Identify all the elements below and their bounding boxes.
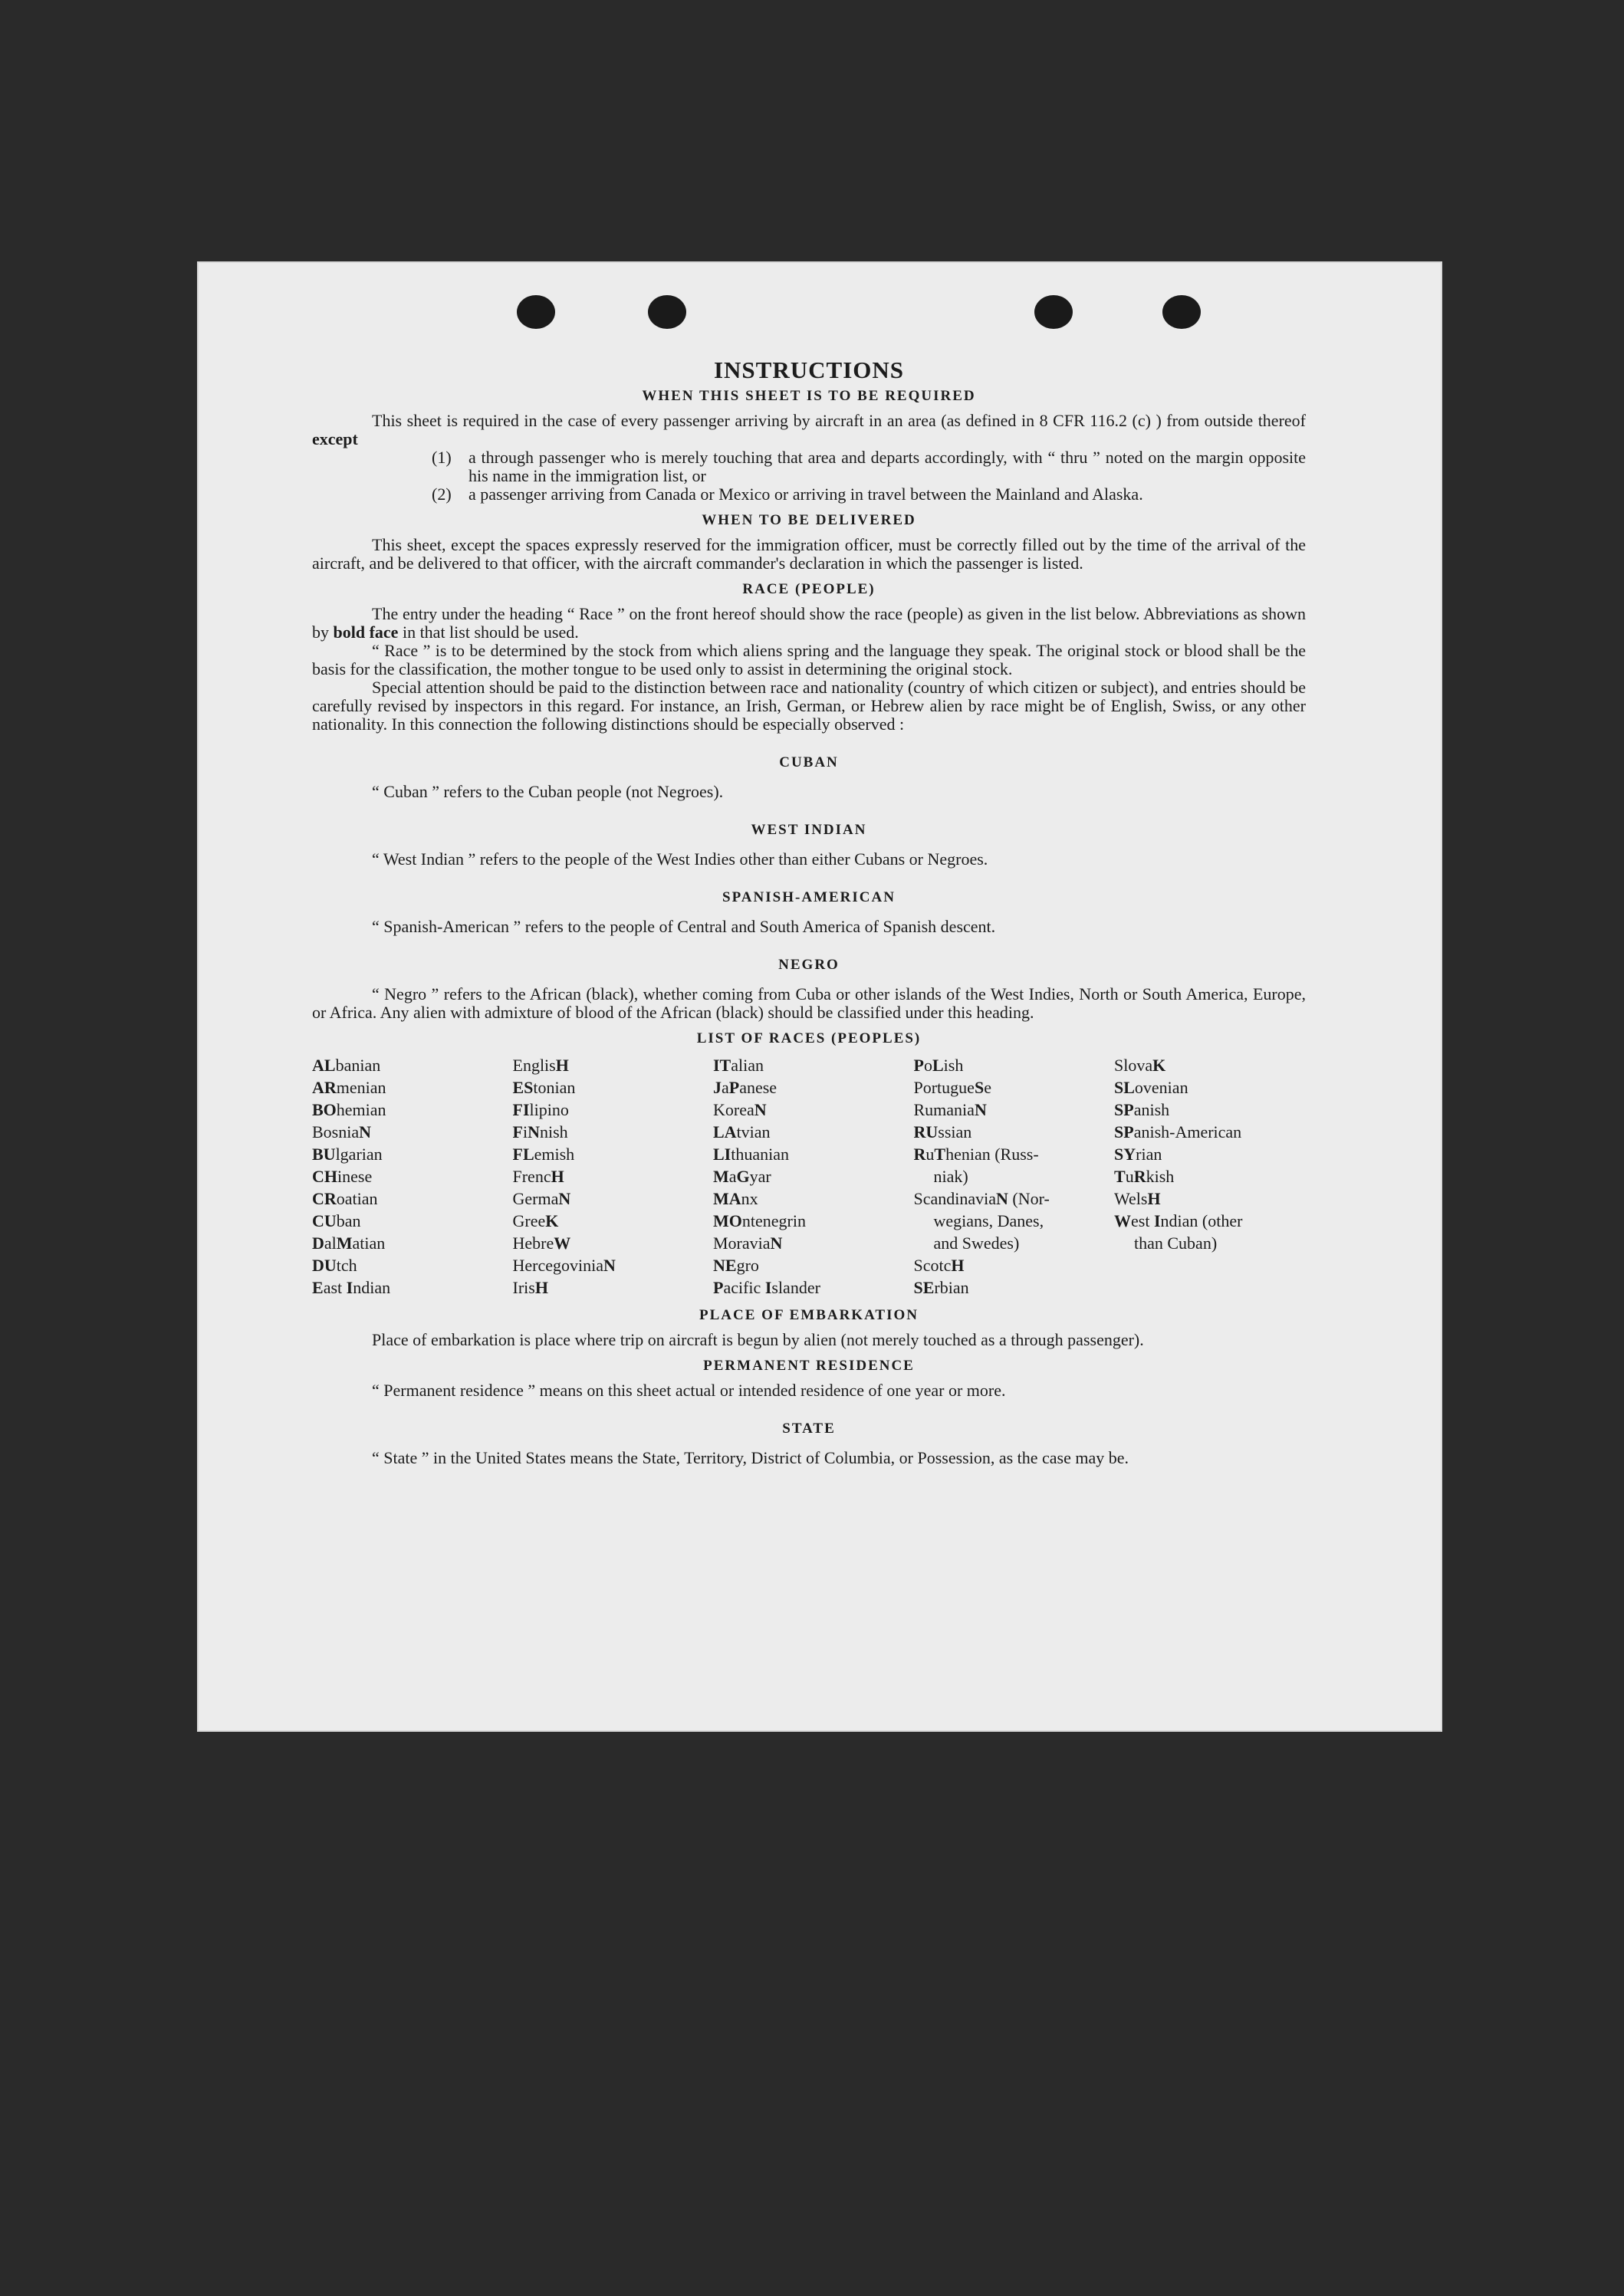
race-entry: FiNnish — [512, 1122, 568, 1141]
race-entry: GermaN — [512, 1189, 571, 1208]
section-heading-residence: PERMANENT RESIDENCE — [703, 1358, 915, 1374]
race-entry: JaPanese — [713, 1078, 777, 1097]
punch-hole — [1034, 295, 1073, 329]
race-entry: ScandinaviaN (Nor- — [913, 1189, 1050, 1208]
race-entry: SLovenian — [1114, 1078, 1188, 1097]
section-heading-embarkation: PLACE OF EMBARKATION — [699, 1307, 919, 1323]
race-entry: BUlgarian — [312, 1145, 383, 1164]
race-entry: BOhemian — [312, 1100, 386, 1119]
required-intro: This sheet is required in the case of every passenger arriving by aircraft in an area (as defined in 8 CFR 116.2 (c) ) from outside thereof except — [312, 411, 1306, 448]
races-list — [312, 1054, 1306, 1299]
race-entry: PoLish — [913, 1056, 964, 1075]
west-indian-text: “ West Indian ” refers to the people of the West Indies other than either Cubans or Negroes. — [372, 849, 988, 869]
race-entry: IrisH — [512, 1278, 548, 1297]
punch-hole — [648, 295, 686, 329]
section-heading-negro: NEGRO — [778, 957, 840, 973]
race-paragraph-1: The entry under the heading “ Race ” on the front hereof should show the race (people) as given in the list below. Abbreviations as shown by bold face in that list should be used. — [312, 604, 1306, 642]
exception-item-1: (1) a through passenger who is merely touching that area and departs accordingly, with “ thru ” noted on the margin opposite his name in the immigration list, or — [432, 448, 1306, 485]
section-heading-list-of-races: LIST OF RACES (PEOPLES) — [696, 1030, 922, 1046]
section-heading-west-indian: WEST INDIAN — [751, 822, 867, 838]
race-entry: CHinese — [312, 1167, 373, 1186]
punch-hole — [517, 295, 555, 329]
races-column — [914, 1054, 1106, 1299]
race-entry: SPanish-American — [1114, 1122, 1242, 1141]
race-entry: GreeK — [512, 1211, 559, 1230]
embarkation-text: Place of embarkation is place where trip on aircraft is begun by alien (not merely touched as a through passenger). — [372, 1330, 1144, 1349]
race-paragraph-3: Special attention should be paid to the distinction between race and nationality (country of which citizen or subject), and entries should be carefully revised by inspectors in this regard. For instance, an Irish, German, or Hebrew alien by race might be of English, Swiss, or any other nationality. In this connection the following distinctions should be especially observed : — [312, 678, 1306, 734]
race-entry: DalMatian — [312, 1233, 386, 1253]
race-entry: West Indian (other — [1114, 1211, 1243, 1230]
race-entry: LIthuanian — [713, 1145, 790, 1164]
race-entry: LAtvian — [713, 1122, 771, 1141]
race-entry: WelsH — [1114, 1189, 1161, 1208]
race-entry: SYrian — [1114, 1145, 1162, 1164]
races-column — [713, 1054, 905, 1299]
document-sheet — [197, 261, 1442, 1732]
races-column — [312, 1054, 504, 1299]
race-entry: SlovaK — [1114, 1056, 1166, 1075]
race-entry: ITalian — [713, 1056, 764, 1075]
race-entry: RumaniaN — [913, 1100, 987, 1119]
section-heading-delivered: WHEN TO BE DELIVERED — [702, 512, 916, 528]
spanish-american-text: “ Spanish-American ” refers to the people of Central and South America of Spanish descent. — [372, 917, 996, 936]
delivered-text: This sheet, except the spaces expressly reserved for the immigration officer, must be correctly filled out by the time of the arrival of the aircraft, and be delivered to that officer, with the aircraft commander's declaration in which the passenger is listed. — [312, 535, 1306, 573]
race-entry-continuation: wegians, Danes, — [933, 1211, 1044, 1230]
race-entry-continuation: and Swedes) — [933, 1233, 1020, 1253]
page-title: INSTRUCTIONS — [713, 356, 904, 383]
race-entry: RuThenian (Russ- — [913, 1145, 1039, 1164]
race-entry: NEgro — [713, 1256, 759, 1275]
state-text: “ State ” in the United States means the State, Territory, District of Columbia, or Possession, as the case may be. — [372, 1448, 1129, 1467]
exception-item-2: (2) a passenger arriving from Canada or Mexico or arriving in travel between the Mainland and Alaska. — [432, 484, 1143, 504]
punch-hole — [1162, 295, 1201, 329]
section-heading-required: WHEN THIS SHEET IS TO BE REQUIRED — [642, 388, 976, 404]
race-entry: HebreW — [512, 1233, 571, 1253]
negro-text: “ Negro ” refers to the African (black), whether coming from Cuba or other islands of the West Indies, North or South America, Europe, or Africa. Any alien with admixture of blood of the African (black) should be classified under this heading. — [312, 984, 1306, 1022]
race-entry: ScotcH — [913, 1256, 965, 1275]
races-column — [1114, 1054, 1306, 1299]
race-entry: FIlipino — [512, 1100, 569, 1119]
race-entry: DUtch — [312, 1256, 357, 1275]
section-heading-race: RACE (PEOPLE) — [742, 581, 876, 597]
race-entry: CRoatian — [312, 1189, 378, 1208]
race-entry: ALbanian — [312, 1056, 381, 1075]
race-entry: East Indian — [312, 1278, 391, 1297]
race-entry: FLemish — [512, 1145, 575, 1164]
residence-text: “ Permanent residence ” means on this sheet actual or intended residence of one year or more. — [372, 1381, 1006, 1400]
section-heading-spanish-american: SPANISH-AMERICAN — [722, 889, 896, 905]
race-entry: ARmenian — [312, 1078, 386, 1097]
race-entry: SErbian — [913, 1278, 969, 1297]
race-entry: FrencH — [512, 1167, 564, 1186]
race-entry: KoreaN — [713, 1100, 767, 1119]
cuban-text: “ Cuban ” refers to the Cuban people (not Negroes). — [372, 782, 724, 801]
race-entry: MAnx — [713, 1189, 758, 1208]
race-entry: EnglisH — [512, 1056, 569, 1075]
race-entry: Pacific Islander — [713, 1278, 820, 1297]
section-heading-cuban: CUBAN — [779, 754, 839, 770]
race-entry: TuRkish — [1114, 1167, 1175, 1186]
race-entry-continuation: than Cuban) — [1134, 1233, 1218, 1253]
race-entry: CUban — [312, 1211, 361, 1230]
race-entry: SPanish — [1114, 1100, 1170, 1119]
section-heading-state: STATE — [782, 1421, 836, 1437]
document-content — [312, 356, 1306, 1467]
race-entry: HercegoviniaN — [512, 1256, 616, 1275]
race-entry-continuation: niak) — [933, 1167, 968, 1186]
race-entry: EStonian — [512, 1078, 576, 1097]
races-column — [513, 1054, 705, 1299]
race-entry: MOntenegrin — [713, 1211, 806, 1230]
race-entry: MaGyar — [713, 1167, 771, 1186]
race-entry: BosniaN — [312, 1122, 372, 1141]
race-entry: RUssian — [913, 1122, 972, 1141]
race-paragraph-2: “ Race ” is to be determined by the stock from which aliens spring and the language they speak. The original stock or blood shall be the basis for the classification, the mother tongue to be used only to assist in determining the original stock. — [312, 641, 1306, 678]
race-entry: PortugueSe — [913, 1078, 991, 1097]
race-entry: MoraviaN — [713, 1233, 783, 1253]
